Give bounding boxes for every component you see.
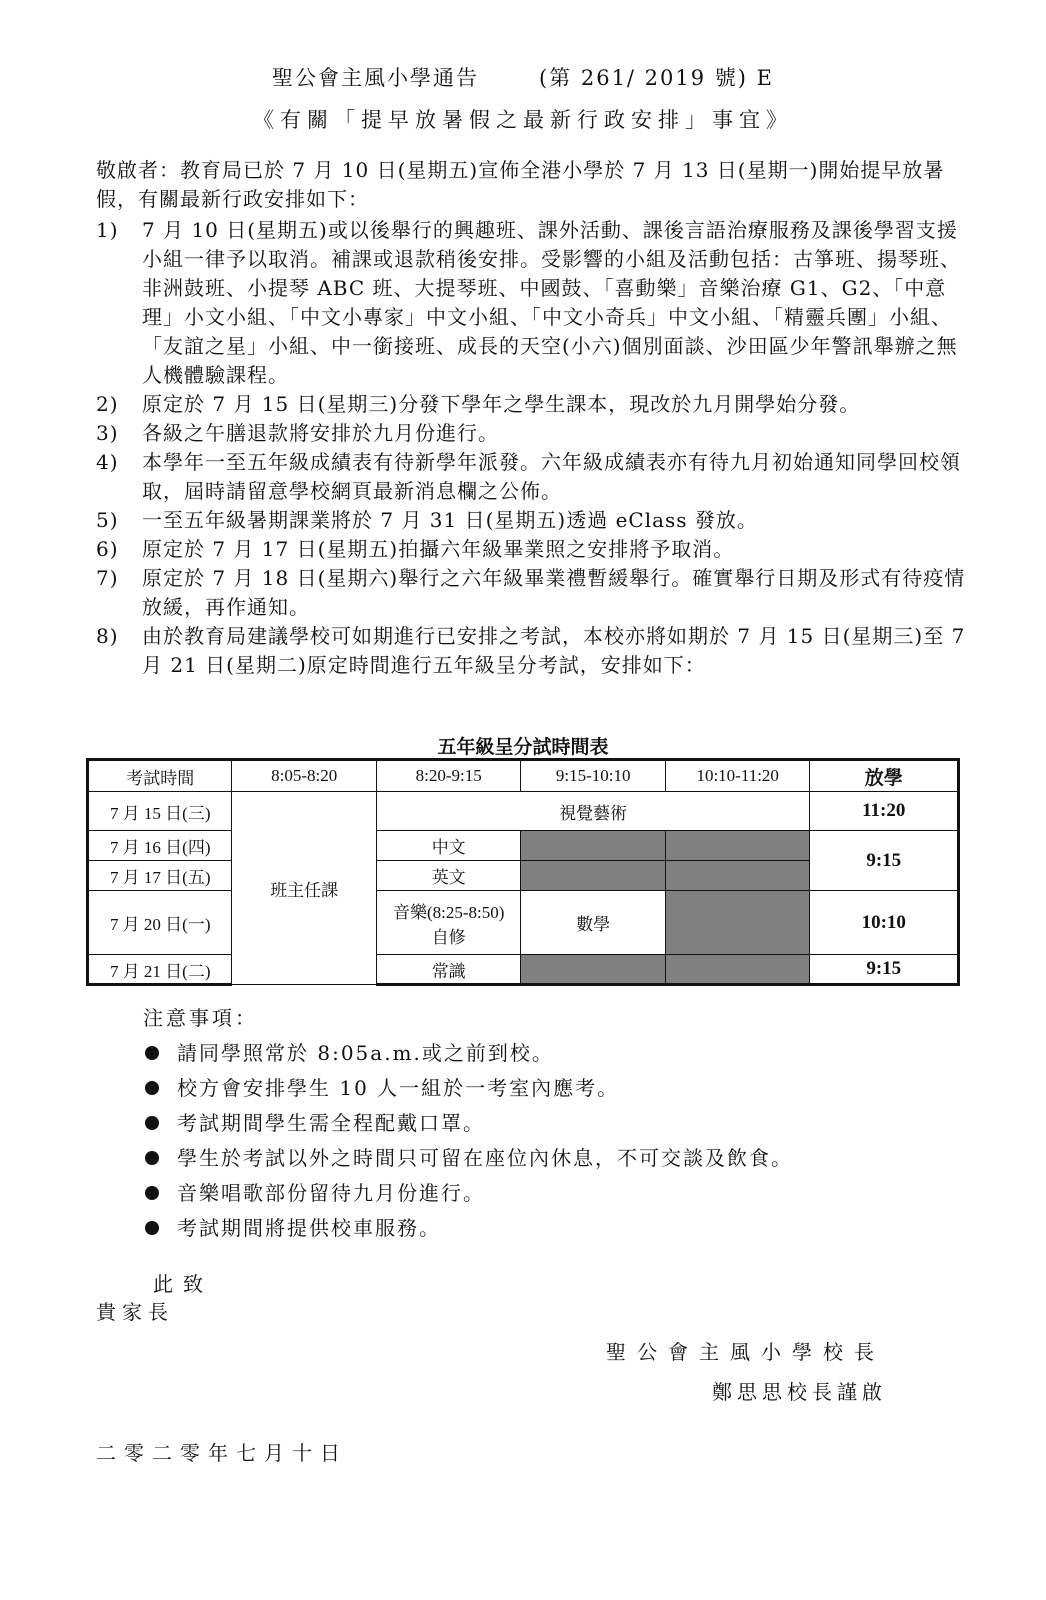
list-item: 4) 本學年一至五年級成績表有待新學年派發。六年級成績表亦有待九月初始通知同學回校領取，屆時請留意學校網頁最新消息欄之公佈。: [96, 450, 961, 503]
homeroom-cell: 班主任課: [232, 792, 376, 985]
list-item: 音樂唱歌部份留待九月份進行。: [143, 1176, 793, 1211]
notice-date: 二零二零年七月十日: [96, 1441, 348, 1465]
date-cell: 7 月 16 日(四): [88, 831, 232, 861]
subject-cell: 中文: [376, 831, 521, 861]
subject-cell: 英文: [376, 861, 521, 891]
blank-cell: [665, 831, 810, 861]
list-item: 7) 原定於 7 月 18 日(星期六)舉行之六年級畢業禮暫緩舉行。確實舉行日期及形式有待疫情放緩，再作通知。: [96, 566, 966, 619]
list-item: 1) 7 月 10 日(星期五)或以後舉行的興趣班、課外活動、課後言語治療服務及課後學習支援小組一律予以取消。補課或退款稍後安排。受影響的小組及活動包括：古箏班、揚琴班、非洲鼓班、小提琴 ABC 班、大提琴班、中國鼓、「喜動樂」音樂治療 G1、G2、「中意理」小文小組、「中文小專家」中文小組、「中文小奇兵」中文小組、「精靈兵團」小組、「友誼之星」小組、中一銜接班、成長的天空(小六)個別面談、沙田區少年警訊舉辦之無人機體驗課程。: [96, 218, 961, 387]
notice-header: [0, 62, 1046, 92]
bullet-icon: [145, 1116, 159, 1130]
list-item: 2) 原定於 7 月 15 日(星期三)分發下學年之學生課本，現改於九月開學始分發。: [96, 392, 861, 416]
blank-cell: [665, 861, 810, 891]
date-cell: 7 月 21 日(二): [88, 955, 232, 985]
list-item: 學生於考試以外之時間只可留在座位內休息，不可交談及飲食。: [143, 1141, 793, 1176]
list-item: 請同學照常於 8:05a.m.或之前到校。: [143, 1036, 793, 1071]
arrangement-list: [96, 216, 976, 680]
table-row: [88, 955, 959, 985]
table-row: [88, 891, 959, 955]
header-cell: 8:20-9:15: [376, 760, 521, 792]
list-item: 6) 原定於 7 月 17 日(星期五)拍攝六年級畢業照之安排將予取消。: [96, 537, 735, 561]
signature-principal: 鄭思思校長謹啟: [712, 1380, 887, 1404]
list-item: 8) 由於教育局建議學校可如期進行已安排之考試，本校亦將如期於 7 月 15 日(星期三)至 7 月 21 日(星期二)原定時間進行五年級呈分考試，安排如下：: [96, 624, 966, 677]
date-cell: 7 月 20 日(一): [88, 891, 232, 955]
subject-cell: 常識: [376, 955, 521, 985]
bullet-icon: [145, 1046, 159, 1060]
notes-list: [143, 1036, 793, 1246]
music-label: 音樂(8:25-8:50): [392, 902, 505, 922]
recipient-line: 貴家長: [96, 1300, 174, 1324]
notice-subject: 《有關「提早放暑假之最新行政安排」事宜》: [253, 108, 793, 132]
dismiss-cell: 10:10: [810, 891, 959, 955]
blank-cell: [521, 955, 666, 985]
list-item: 校方會安排學生 10 人一組於一考室內應考。: [143, 1071, 793, 1106]
list-item: 考試期間將提供校車服務。: [143, 1211, 793, 1246]
header-cell: 考試時間: [88, 760, 232, 792]
subject-cell: 視覺藝術: [376, 792, 810, 831]
list-item: 3) 各級之午膳退款將安排於九月份進行。: [96, 421, 499, 445]
blank-cell: [665, 955, 810, 985]
dismiss-cell: 9:15: [810, 831, 959, 891]
blank-cell: [521, 861, 666, 891]
header-cell: 10:10-11:20: [665, 760, 810, 792]
dismiss-cell: 11:20: [810, 792, 959, 831]
date-cell: 7 月 17 日(五): [88, 861, 232, 891]
table-header-row: [88, 760, 959, 792]
blank-cell: [665, 891, 810, 955]
closing-line: 此致: [153, 1272, 213, 1296]
intro-paragraph: 敬啟者：教育局已於 7 月 10 日(星期五)宣佈全港小學於 7 月 13 日(星期一)開始提早放暑假，有關最新行政安排如下：: [96, 158, 945, 211]
notice-reference: (第 261/ 2019 號) E: [538, 66, 775, 90]
header-cell: 放學: [810, 760, 959, 792]
subject-cell: 數學: [521, 891, 666, 955]
subject-cell: [376, 891, 521, 955]
dismiss-cell: 9:15: [810, 955, 959, 985]
table-row: [88, 831, 959, 861]
exam-timetable: [86, 758, 960, 986]
list-item: 考試期間學生需全程配戴口罩。: [143, 1106, 793, 1141]
self-study-label: 自修: [431, 927, 466, 947]
list-item: 5) 一至五年級暑期課業將於 7 月 31 日(星期五)透過 eClass 發放。: [96, 508, 758, 532]
bullet-icon: [145, 1081, 159, 1095]
header-cell: 9:15-10:10: [521, 760, 666, 792]
notes-title: 注意事項：: [143, 1006, 258, 1030]
date-cell: 7 月 15 日(三): [88, 792, 232, 831]
timetable-title: 五年級呈分試時間表: [437, 736, 609, 758]
signature-school: 聖公會主風小學校長: [606, 1340, 885, 1364]
table-row: [88, 792, 959, 831]
header-cell: 8:05-8:20: [232, 760, 376, 792]
school-notice-title: 聖公會主風小學通告: [271, 66, 479, 90]
bullet-icon: [145, 1151, 159, 1165]
blank-cell: [521, 831, 666, 861]
bullet-icon: [145, 1186, 159, 1200]
bullet-icon: [145, 1221, 159, 1235]
